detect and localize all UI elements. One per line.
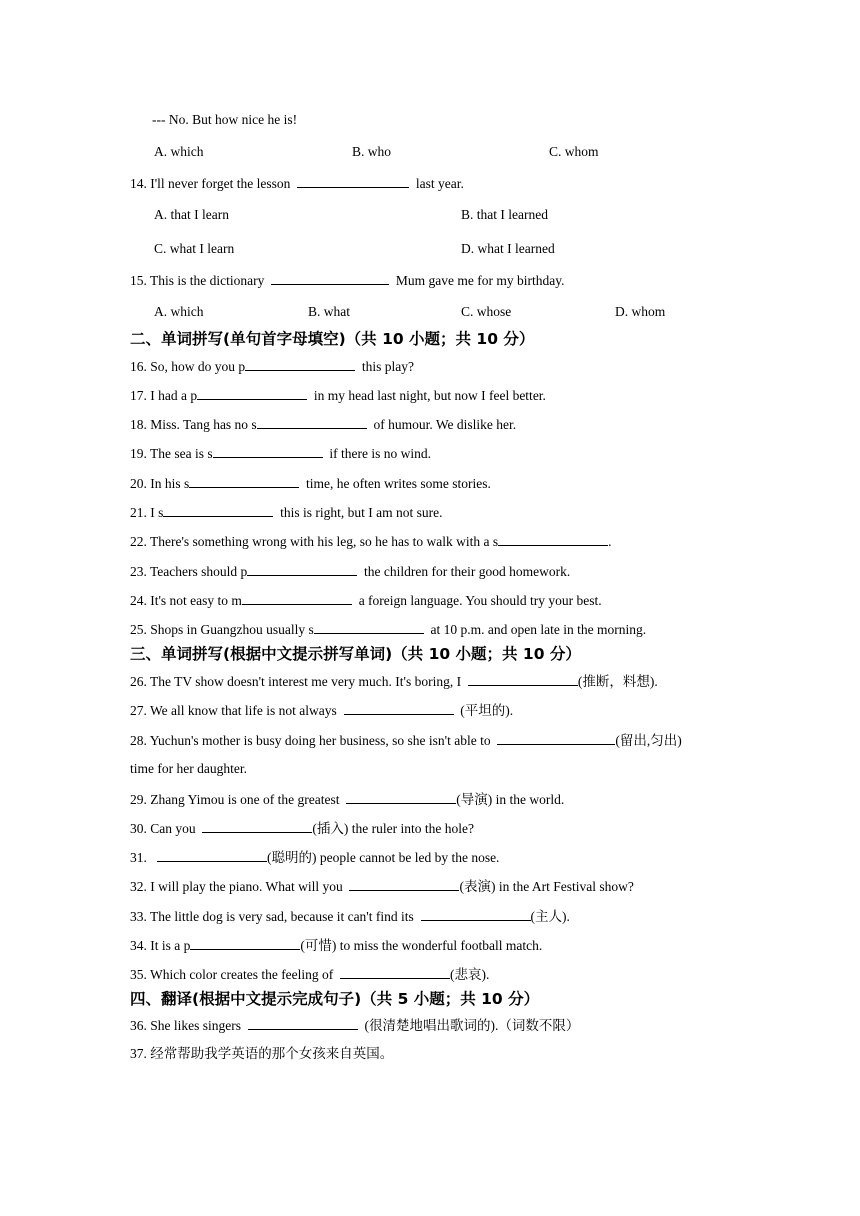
question-hint: (插入) the ruler into the hole? bbox=[312, 821, 474, 836]
answer-blank[interactable] bbox=[189, 474, 299, 488]
q15-text-post: Mum gave me for my birthday. bbox=[395, 273, 565, 288]
question-text: 17. I had a p bbox=[130, 388, 198, 403]
question-text: . bbox=[608, 534, 612, 549]
question-text: 18. Miss. Tang has no s bbox=[130, 417, 257, 432]
q14-option-a[interactable]: A. that I learn bbox=[154, 207, 229, 222]
question-text: 35. Which color creates the feeling of bbox=[130, 967, 334, 982]
question-31 bbox=[130, 848, 499, 867]
question-text: 33. The little dog is very sad, because it can't find its bbox=[130, 909, 414, 924]
answer-blank[interactable] bbox=[247, 562, 357, 576]
question-25 bbox=[130, 620, 646, 639]
question-text: the children for their good homework. bbox=[364, 564, 571, 579]
q13-reply: --- No. But how nice he is! bbox=[152, 112, 298, 127]
answer-blank[interactable] bbox=[346, 790, 456, 804]
answer-blank[interactable] bbox=[213, 444, 323, 458]
answer-blank[interactable] bbox=[468, 672, 578, 686]
q15-option-d[interactable]: D. whom bbox=[615, 304, 666, 319]
question-text: a foreign language. You should try your best. bbox=[358, 593, 602, 608]
answer-blank[interactable] bbox=[257, 415, 367, 429]
question-text: 19. The sea is s bbox=[130, 446, 213, 461]
question-text: 24. It's not easy to m bbox=[130, 593, 242, 608]
question-text: of humour. We dislike her. bbox=[373, 417, 517, 432]
q14-text-post: last year. bbox=[415, 176, 464, 191]
question-hint: (聪明的) people cannot be led by the nose. bbox=[267, 850, 500, 865]
question-text: 32. I will play the piano. What will you bbox=[130, 879, 343, 894]
question-text: 29. Zhang Yimou is one of the greatest bbox=[130, 792, 340, 807]
question-text: 25. Shops in Guangzhou usually s bbox=[130, 622, 314, 637]
q14-option-c[interactable]: C. what I learn bbox=[154, 241, 235, 256]
question-33 bbox=[130, 907, 570, 926]
question-text: time, he often writes some stories. bbox=[306, 476, 491, 491]
section-2-heading: 二、单词拼写(单句首字母填空)（共 10 小题；共 10 分） bbox=[130, 330, 535, 348]
question-text: if there is no wind. bbox=[329, 446, 431, 461]
question-17 bbox=[130, 386, 546, 405]
answer-blank[interactable] bbox=[314, 620, 424, 634]
section-3-heading: 三、单词拼写(根据中文提示拼写单词)（共 10 小题；共 10 分） bbox=[130, 645, 581, 663]
q14-option-b[interactable]: B. that I learned bbox=[461, 207, 548, 222]
question-16 bbox=[130, 357, 414, 376]
question-23 bbox=[130, 562, 570, 581]
question-18 bbox=[130, 415, 516, 434]
q13-option-a[interactable]: A. which bbox=[154, 144, 204, 159]
answer-blank[interactable] bbox=[190, 936, 300, 950]
question-35 bbox=[130, 965, 489, 984]
answer-blank[interactable] bbox=[340, 965, 450, 979]
answer-blank[interactable] bbox=[248, 1016, 358, 1030]
q15-blank[interactable] bbox=[271, 271, 389, 285]
question-text: 23. Teachers should p bbox=[130, 564, 248, 579]
question-28-continuation: time for her daughter. bbox=[130, 761, 247, 776]
question-29 bbox=[130, 790, 564, 809]
answer-blank[interactable] bbox=[163, 503, 273, 517]
question-36 bbox=[130, 1016, 579, 1035]
question-hint: (可惜) to miss the wonderful football match. bbox=[300, 938, 543, 953]
q13-option-b[interactable]: B. who bbox=[352, 144, 392, 159]
question-24 bbox=[130, 591, 602, 610]
answer-blank[interactable] bbox=[344, 701, 454, 715]
question-text: 26. The TV show doesn't interest me very much. It's boring, I bbox=[130, 674, 462, 689]
question-text: 21. I s bbox=[130, 505, 164, 520]
question-20 bbox=[130, 474, 491, 493]
question-34 bbox=[130, 936, 542, 955]
question-32 bbox=[130, 877, 634, 896]
question-text: in my head last night, but now I feel better. bbox=[313, 388, 546, 403]
answer-blank[interactable] bbox=[498, 532, 608, 546]
question-28 bbox=[130, 731, 682, 750]
q14-option-d[interactable]: D. what I learned bbox=[461, 241, 555, 256]
question-26 bbox=[130, 672, 658, 691]
question-text: 16. So, how do you p bbox=[130, 359, 246, 374]
question-hint: (很清楚地唱出歌词的).（词数不限） bbox=[364, 1018, 580, 1033]
question-hint: (表演) in the Art Festival show? bbox=[459, 879, 634, 894]
question-text: 31. bbox=[130, 850, 147, 865]
question-19 bbox=[130, 444, 431, 463]
answer-blank[interactable] bbox=[197, 386, 307, 400]
answer-blank[interactable] bbox=[497, 731, 615, 745]
q15-text-pre: 15. This is the dictionary bbox=[130, 273, 265, 288]
answer-blank[interactable] bbox=[245, 357, 355, 371]
answer-blank[interactable] bbox=[349, 877, 459, 891]
question-hint: (悲哀). bbox=[450, 967, 490, 982]
q15-option-c[interactable]: C. whose bbox=[461, 304, 512, 319]
question-text: 28. Yuchun's mother is busy doing her business, so she isn't able to bbox=[130, 733, 491, 748]
answer-blank[interactable] bbox=[242, 591, 352, 605]
q15-option-b[interactable]: B. what bbox=[308, 304, 350, 319]
q13-option-c[interactable]: C. whom bbox=[549, 144, 599, 159]
q15-option-a[interactable]: A. which bbox=[154, 304, 204, 319]
question-text: 20. In his s bbox=[130, 476, 190, 491]
question-text: 34. It is a p bbox=[130, 938, 191, 953]
question-21 bbox=[130, 503, 443, 522]
answer-blank[interactable] bbox=[421, 907, 531, 921]
question-text: this play? bbox=[361, 359, 415, 374]
question-hint: (主人). bbox=[530, 909, 570, 924]
q14-text-pre: 14. I'll never forget the lesson bbox=[130, 176, 291, 191]
question-text: at 10 p.m. and open late in the morning. bbox=[430, 622, 647, 637]
q14-blank[interactable] bbox=[297, 174, 409, 188]
q14-stem bbox=[130, 174, 464, 193]
q15-stem bbox=[130, 271, 564, 290]
section-4-heading: 四、翻译(根据中文提示完成句子)（共 5 小题；共 10 分） bbox=[130, 990, 540, 1008]
question-22 bbox=[130, 532, 612, 551]
question-text: 36. She likes singers bbox=[130, 1018, 241, 1033]
question-text: 22. There's something wrong with his leg, so he has to walk with a s bbox=[130, 534, 499, 549]
answer-blank[interactable] bbox=[202, 819, 312, 833]
answer-blank[interactable] bbox=[157, 848, 267, 862]
question-text: this is right, but I am not sure. bbox=[280, 505, 443, 520]
question-hint: (推断，料想). bbox=[577, 674, 658, 689]
question-hint: (留出,匀出) bbox=[615, 733, 682, 748]
question-hint: (平坦的). bbox=[460, 703, 514, 718]
question-text: 27. We all know that life is not always bbox=[130, 703, 337, 718]
question-27 bbox=[130, 701, 513, 720]
question-30 bbox=[130, 819, 474, 838]
question-hint: (导演) in the world. bbox=[456, 792, 565, 807]
question-text: 30. Can you bbox=[130, 821, 196, 836]
question-37: 37. 经常帮助我学英语的那个女孩来自英国。 bbox=[130, 1046, 394, 1061]
